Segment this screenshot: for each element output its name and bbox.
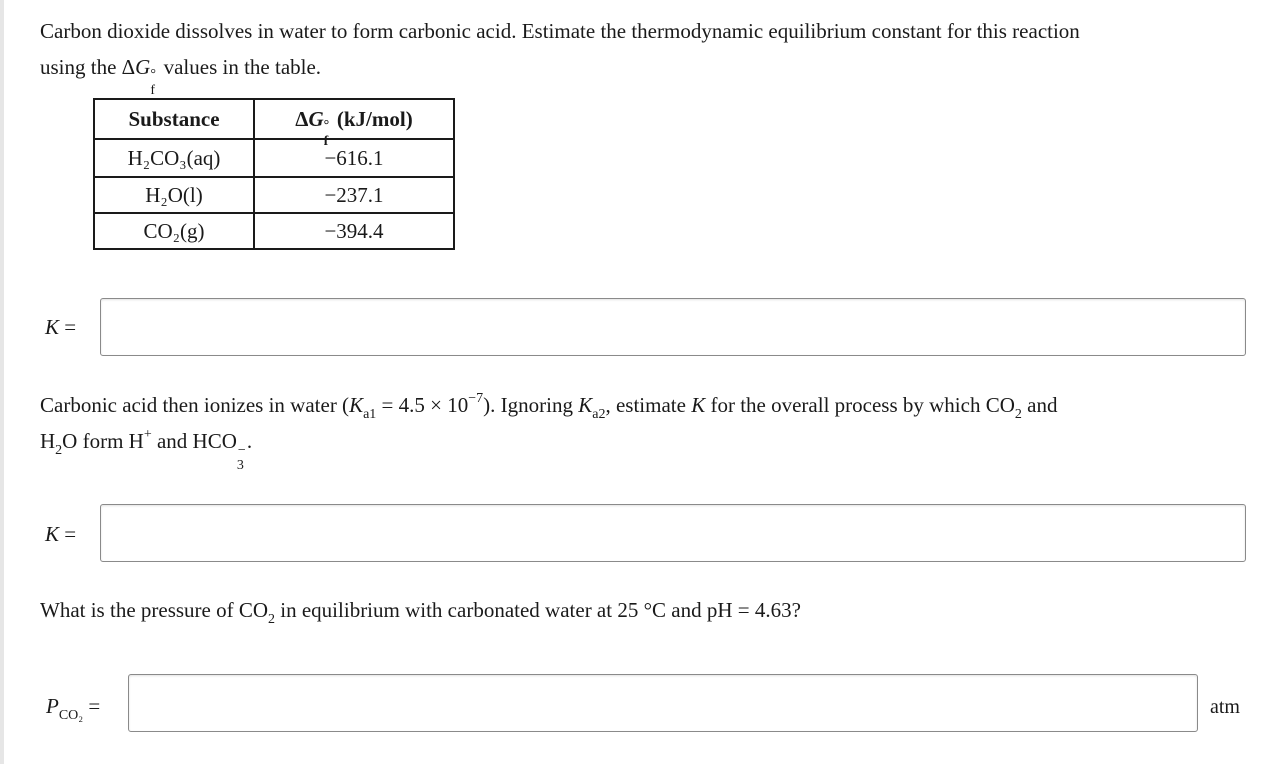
substance-cell: H₂CO₃(aq) <box>94 139 254 177</box>
q1-text-end: values in the table. <box>158 55 322 79</box>
q1-deg-f <box>150 67 158 98</box>
answer-2-label <box>45 520 76 548</box>
question-2-line-1 <box>40 387 1057 423</box>
table-header-row <box>94 99 454 139</box>
header-degree: ° <box>323 118 330 133</box>
q2-text-2: = 4.5 × 10 <box>376 393 469 417</box>
answer-3-p: P <box>46 694 59 718</box>
q2-ka1-sub: a1 <box>363 407 377 422</box>
question-2-line-2 <box>40 423 1057 473</box>
q2-hco3-scripts <box>236 443 247 473</box>
q2-exponent: −7 <box>468 391 484 406</box>
answer-3-input[interactable] <box>128 674 1198 732</box>
question-2-text <box>40 387 1058 473</box>
q2-and-hco: and HCO <box>151 429 237 453</box>
table-row <box>94 213 454 249</box>
answer-1-input[interactable] <box>100 298 1246 356</box>
answer-2-k: K <box>45 522 60 546</box>
q2-text-5: for the overall process by which CO <box>705 393 1015 417</box>
q2-period: . <box>246 429 253 453</box>
table-row <box>94 177 454 213</box>
q2-minus: − <box>237 443 246 458</box>
answer-2-input[interactable] <box>100 504 1246 562</box>
header-g: G <box>308 107 324 131</box>
q2-text-6: and <box>1021 393 1058 417</box>
left-border <box>0 0 4 764</box>
q3-text-2: in equilibrium with carbonated water at 25 °C and pH = 4.63? <box>275 598 801 622</box>
substance-cell: H₂O(l) <box>94 177 254 213</box>
substance-cell: CO₂(g) <box>94 213 254 249</box>
q1-text-start: using the Δ <box>40 55 136 79</box>
question-1-text <box>40 13 1080 98</box>
q2-h: H <box>40 429 56 453</box>
q2-ka1-k: K <box>349 393 364 417</box>
answer-3-equals: = <box>83 694 101 718</box>
q2-h2-sub: 2 <box>55 443 63 458</box>
question-1-line-1: Carbon dioxide dissolves in water to form carbonic acid. Estimate the thermodynamic equilibrium constant for this reaction <box>40 19 1080 43</box>
q2-o-form-h: O form H <box>62 429 144 453</box>
question-3-text <box>40 592 801 628</box>
header-sub-f: f <box>323 134 329 149</box>
question-3-line <box>40 592 801 628</box>
q2-k: K <box>691 393 706 417</box>
answer-2-equals: = <box>59 522 77 546</box>
q2-sub-3: 3 <box>236 458 244 473</box>
q2-text-4: , estimate <box>605 393 692 417</box>
q2-ka2-sub: a2 <box>592 407 606 422</box>
answer-1-equals: = <box>59 315 77 339</box>
q3-text-1: What is the pressure of CO <box>40 598 269 622</box>
header-unit: (kJ/mol) <box>331 107 413 131</box>
header-delta: Δ <box>295 107 309 131</box>
answer-1-label <box>45 313 76 341</box>
answer-3-sub: CO₂ <box>58 708 84 723</box>
q2-ka2-k: K <box>578 393 593 417</box>
answer-3-unit: atm <box>1210 696 1240 718</box>
answer-3-label <box>46 692 101 723</box>
q1-g-symbol: G <box>135 55 151 79</box>
q2-text-1: Carbonic acid then ionizes in water ( <box>40 393 350 417</box>
gibbs-energy-table <box>93 98 455 250</box>
header-substance: Substance <box>94 99 254 139</box>
question-1-line-2 <box>40 49 1080 98</box>
answer-1-k: K <box>45 315 60 339</box>
q2-text-3: ). Ignoring <box>483 393 579 417</box>
value-cell: −616.1 <box>254 139 454 177</box>
header-deg-f <box>323 118 332 149</box>
header-delta-g <box>254 99 454 149</box>
q2-plus: + <box>143 427 152 442</box>
table-row <box>94 139 454 177</box>
value-cell: −394.4 <box>254 213 454 249</box>
q2-co2-sub: 2 <box>1014 407 1022 422</box>
q1-sub-f: f <box>150 83 156 98</box>
value-cell: −237.1 <box>254 177 454 213</box>
q3-co2-sub: 2 <box>268 612 276 627</box>
q1-degree: ° <box>150 67 156 82</box>
